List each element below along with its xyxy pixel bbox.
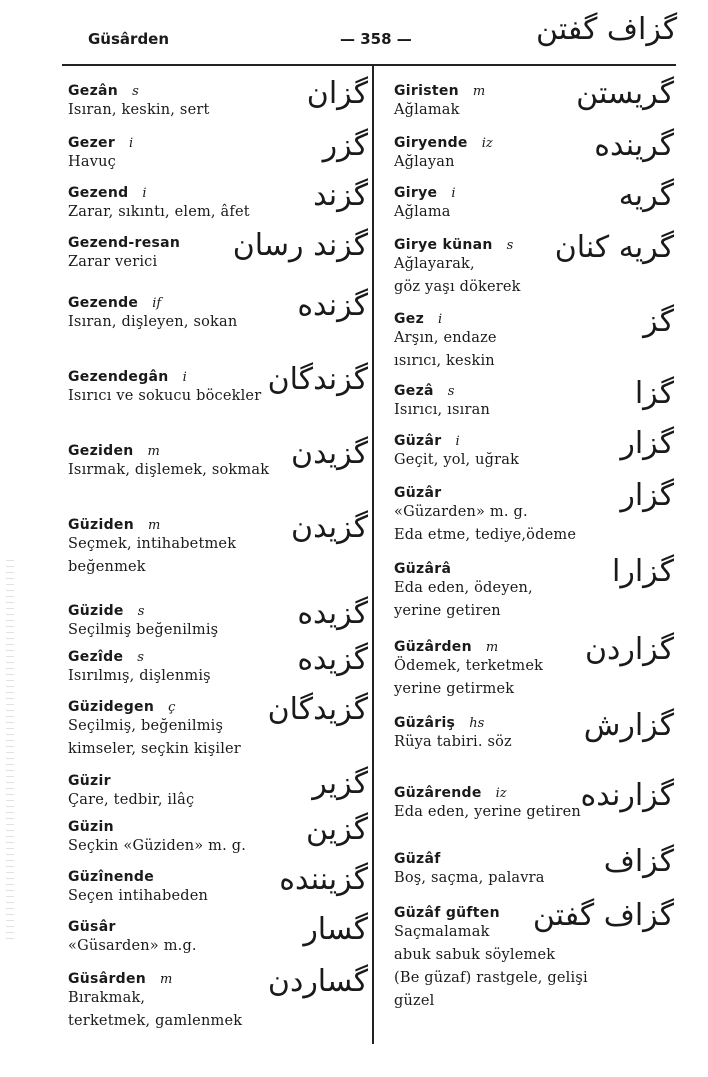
entry-arabic-script: گزان [306, 76, 368, 111]
entry-headword: Güzâr [394, 433, 442, 449]
entry-arabic-script: گریه کنان [554, 230, 674, 265]
entry-definition: Eda etme, tediye,ödeme [394, 527, 577, 543]
entry-headword: Güzide [68, 603, 124, 619]
entry-definition: Seçmek, intihabetmek [68, 536, 237, 552]
entry-definition: Isırıcı, ısıran [394, 402, 490, 418]
entry-definition: ısırıcı, keskin [394, 353, 495, 369]
entry-headword: Güzâf güften [394, 905, 500, 921]
entry-arabic-script: گسار [303, 912, 368, 947]
entry-part-of-speech: iz [495, 786, 507, 801]
dictionary-entry [68, 596, 368, 642]
entry-headword: Güziden [68, 517, 134, 533]
dictionary-entry [394, 554, 684, 623]
dictionary-entry [68, 964, 368, 1033]
entry-definition: terketmek, gamlenmek [68, 1013, 243, 1029]
entry-headword: Gezâ [394, 383, 434, 399]
dictionary-entry [394, 898, 684, 1013]
entry-definition: Rüya tabiri. söz [394, 734, 512, 750]
entry-arabic-script: گز [643, 304, 674, 339]
entry-part-of-speech: i [182, 370, 187, 385]
entry-arabic-script: گرینده [594, 128, 674, 163]
entry-definition: Çare, tedbir, ilâç [68, 792, 195, 808]
dictionary-entry [68, 510, 368, 579]
entry-definition: Zarar verici [68, 254, 158, 270]
entry-definition: Zarar, sıkıntı, elem, âfet [68, 204, 250, 220]
entry-arabic-script: گزیننده [279, 862, 368, 897]
entry-definition: Boş, saçma, palavra [394, 870, 545, 886]
entry-part-of-speech: m [147, 444, 160, 459]
entry-arabic-script: گزارا [612, 554, 674, 589]
entry-definition: Eda eden, ödeyen, [394, 580, 533, 596]
entry-headword: Güzir [68, 773, 111, 789]
dictionary-entry [394, 632, 684, 701]
entry-headword: Gezân [68, 83, 119, 99]
dictionary-entry [394, 426, 684, 472]
entry-headword: Geziden [68, 443, 134, 459]
dictionary-entry [68, 912, 368, 958]
entry-arabic-script: گزیده [297, 596, 368, 631]
entry-part-of-speech: if [152, 296, 162, 311]
dictionary-entry [394, 376, 684, 422]
entry-definition: Isıran, keskin, sert [68, 102, 210, 118]
page-header [0, 0, 708, 64]
entry-arabic-script: گریه [618, 178, 674, 213]
entry-definition: beğenmek [68, 559, 146, 575]
entry-part-of-speech: hs [469, 716, 485, 731]
entry-arabic-script: گزاردن [584, 632, 674, 667]
entry-arabic-script: گزاف گفتن [532, 898, 674, 933]
dictionary-entry [394, 478, 684, 547]
entry-definition: Seçkin «Güziden» m. g. [68, 838, 247, 854]
entry-arabic-script: گزند [313, 178, 368, 213]
entry-definition: Bırakmak, [68, 990, 146, 1006]
entry-definition: Isırıcı ve sokucu böcekler [68, 388, 262, 404]
dictionary-entry [394, 76, 684, 122]
entry-headword: Giryende [394, 135, 468, 151]
entry-definition: kimseler, seçkin kişiler [68, 741, 241, 757]
entry-arabic-script: گزیدن [291, 436, 368, 471]
entry-definition: Ödemek, terketmek [394, 658, 544, 674]
entry-part-of-speech: i [142, 186, 147, 201]
entry-definition: Seçilmiş, beğenilmiş [68, 718, 224, 734]
page-number: — 358 — [340, 30, 412, 48]
entry-part-of-speech: m [485, 640, 499, 655]
entry-definition: «Güsarden» m.g. [68, 938, 197, 954]
entry-headword: Gezend-resan [68, 235, 181, 251]
entry-part-of-speech: i [129, 136, 134, 151]
entry-headword: Güzâr [394, 485, 442, 501]
entry-arabic-script: گزیده [297, 642, 368, 677]
entry-arabic-script: گزیدگان [267, 692, 368, 727]
entry-part-of-speech: s [447, 384, 455, 399]
entry-headword: Gezîde [68, 649, 124, 665]
entry-arabic-script: گزا [634, 376, 674, 411]
dictionary-entry [68, 288, 368, 334]
entry-headword: Gezendegân [68, 369, 169, 385]
entry-definition: Saçmalamak [394, 924, 490, 940]
entry-definition: (Be güzaf) rastgele, gelişi [394, 970, 588, 986]
entry-headword: Güzârende [394, 785, 482, 801]
entry-definition: Havuç [68, 154, 116, 170]
entry-arabic-script: گزندگان [267, 362, 368, 397]
entry-definition: Arşın, endaze [394, 330, 497, 346]
entry-arabic-script: گزنده [297, 288, 368, 323]
entry-definition: «Güzarden» m. g. [394, 504, 528, 520]
entry-definition: Isırılmış, dişlenmiş [68, 668, 211, 684]
dictionary-entry [394, 304, 684, 373]
entry-definition: Seçen intihabeden [68, 888, 209, 904]
entry-definition: Ağlama [394, 204, 451, 220]
entry-definition: yerine getirmek [394, 681, 515, 697]
entry-definition: Isırmak, dişlemek, sokmak [68, 462, 270, 478]
dictionary-entry [68, 862, 368, 908]
entry-headword: Güsârden [68, 971, 147, 987]
entry-definition: güzel [394, 993, 435, 1009]
entry-definition: Seçilmiş beğenilmiş [68, 622, 219, 638]
entry-part-of-speech: m [148, 518, 161, 533]
entry-headword: Güzârden [394, 639, 472, 655]
entry-headword: Güzînende [68, 869, 155, 885]
header-rule [62, 64, 676, 66]
dictionary-entry [68, 692, 368, 761]
entry-definition: Ağlamak [394, 102, 460, 118]
entry-definition: Isıran, dişleyen, sokan [68, 314, 238, 330]
dictionary-entry [68, 228, 368, 274]
dictionary-entry [68, 436, 368, 482]
entry-arabic-script: گساردن [267, 964, 368, 999]
entry-definition: Eda eden, yerine getiren [394, 804, 581, 820]
dictionary-entry [394, 708, 684, 754]
entry-part-of-speech: ç [168, 700, 176, 715]
entry-headword: Girye [394, 185, 438, 201]
dictionary-entry [394, 778, 684, 824]
dictionary-entry [68, 812, 368, 858]
entry-arabic-script: گزیر [312, 766, 368, 801]
entry-arabic-script: گزر [322, 128, 368, 163]
dictionary-entry [68, 766, 368, 812]
entry-arabic-script: گزارنده [580, 778, 674, 813]
dictionary-entry [394, 128, 684, 174]
entry-part-of-speech: i [455, 434, 460, 449]
entry-headword: Güzâriş [394, 715, 456, 731]
running-head-arabic: گزاف گفتن [536, 12, 678, 47]
entry-headword: Güzidegen [68, 699, 155, 715]
entry-definition: abuk sabuk söylemek [394, 947, 556, 963]
dictionary-entry [68, 76, 368, 122]
dictionary-entry [394, 178, 684, 224]
dictionary-entry [394, 230, 684, 299]
entry-part-of-speech: s [132, 84, 139, 99]
entry-arabic-script: گزیدن [291, 510, 368, 545]
entry-arabic-script: گزین [305, 812, 368, 847]
dictionary-entry [394, 844, 684, 890]
entry-definition: Ağlayan [394, 154, 455, 170]
entry-headword: Gezend [68, 185, 129, 201]
entry-headword: Gezer [68, 135, 116, 151]
entry-definition: Ağlayarak, [394, 256, 475, 272]
entry-part-of-speech: s [137, 604, 145, 619]
entry-headword: Gezende [68, 295, 139, 311]
scan-edge-noise [6, 560, 14, 940]
entry-headword: Gez [394, 311, 425, 327]
entry-part-of-speech: i [451, 186, 456, 201]
entry-headword: Güzârâ [394, 561, 452, 577]
entry-definition: yerine getiren [394, 603, 501, 619]
running-head-word: Güsârden [88, 30, 170, 48]
entry-definition: göz yaşı dökerek [394, 279, 521, 295]
entry-part-of-speech: m [472, 84, 486, 99]
dictionary-entry [68, 642, 368, 688]
entry-headword: Güsâr [68, 919, 116, 935]
entry-part-of-speech: s [506, 238, 514, 253]
entry-headword: Girye künan [394, 237, 493, 253]
entry-headword: Güzâf [394, 851, 441, 867]
entry-arabic-script: گزار [620, 426, 674, 461]
dictionary-entry [68, 362, 368, 408]
column-divider [372, 66, 374, 1044]
entry-part-of-speech: m [160, 972, 173, 987]
dictionary-entry [68, 178, 368, 224]
dictionary-entry [68, 128, 368, 174]
entry-part-of-speech: iz [481, 136, 493, 151]
entry-part-of-speech: s [137, 650, 144, 665]
entry-arabic-script: گزاف [603, 844, 674, 879]
entry-arabic-script: گریستن [576, 76, 674, 111]
entry-part-of-speech: i [438, 312, 443, 327]
entry-headword: Giristen [394, 83, 459, 99]
entry-definition: Geçit, yol, uğrak [394, 452, 520, 468]
entry-headword: Güzin [68, 819, 114, 835]
entry-arabic-script: گزارش [583, 708, 674, 743]
entry-arabic-script: گزند رسان [232, 228, 368, 263]
entry-arabic-script: گزار [620, 478, 674, 513]
